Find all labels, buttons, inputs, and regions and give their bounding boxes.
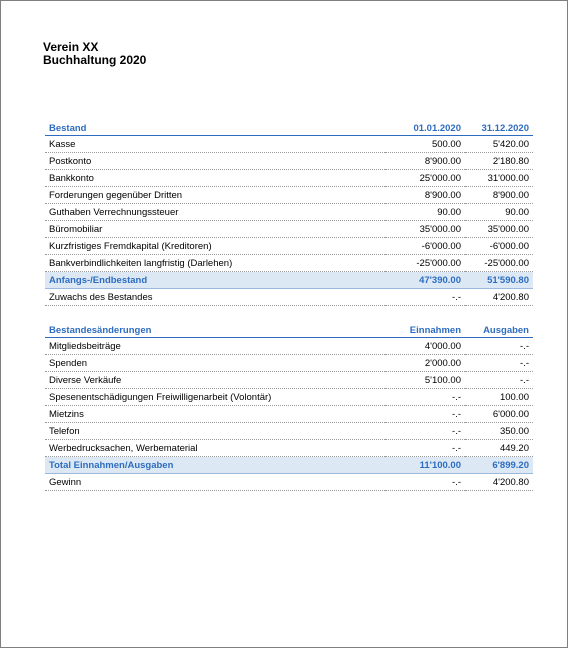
row-value: -.- bbox=[385, 474, 465, 491]
row-label: Werbedrucksachen, Werbematerial bbox=[45, 440, 385, 457]
row-label: Büromobiliar bbox=[45, 221, 385, 238]
column-header-label: Bestandesänderungen bbox=[45, 323, 385, 338]
row-value: 11'100.00 bbox=[385, 457, 465, 474]
row-label: Anfangs-/Endbestand bbox=[45, 272, 385, 289]
row-label: Bankverbindlichkeiten langfristig (Darlehen) bbox=[45, 255, 385, 272]
row-label: Kasse bbox=[45, 136, 385, 153]
row-value: 6'000.00 bbox=[465, 406, 533, 423]
column-header-income: Einnahmen bbox=[385, 323, 465, 338]
table-row bbox=[45, 440, 533, 457]
row-value: -6'000.00 bbox=[465, 238, 533, 255]
table-row bbox=[45, 153, 533, 170]
row-label: Diverse Verkäufe bbox=[45, 372, 385, 389]
table-row bbox=[45, 355, 533, 372]
summary-row bbox=[45, 474, 533, 491]
row-value: 4'200.80 bbox=[465, 289, 533, 306]
row-label: Telefon bbox=[45, 423, 385, 440]
table-row bbox=[45, 221, 533, 238]
row-value: -.- bbox=[385, 289, 465, 306]
bestandesaenderungen-table bbox=[45, 323, 533, 491]
total-row bbox=[45, 272, 533, 289]
row-label: Zuwachs des Bestandes bbox=[45, 289, 385, 306]
row-value: -.- bbox=[465, 372, 533, 389]
summary-row bbox=[45, 289, 533, 306]
bestand-table bbox=[45, 121, 533, 306]
row-label: Mietzins bbox=[45, 406, 385, 423]
table-row bbox=[45, 170, 533, 187]
table-header-row bbox=[45, 121, 533, 136]
row-value: -.- bbox=[465, 338, 533, 355]
row-value: 4'200.80 bbox=[465, 474, 533, 491]
row-label: Forderungen gegenüber Dritten bbox=[45, 187, 385, 204]
table-row bbox=[45, 204, 533, 221]
row-value: -.- bbox=[385, 423, 465, 440]
row-value: -25'000.00 bbox=[385, 255, 465, 272]
table-row bbox=[45, 423, 533, 440]
row-label: Kurzfristiges Fremdkapital (Kreditoren) bbox=[45, 238, 385, 255]
row-value: -.- bbox=[465, 355, 533, 372]
table-row bbox=[45, 187, 533, 204]
row-value: 449.20 bbox=[465, 440, 533, 457]
table-body bbox=[45, 338, 533, 491]
table-row bbox=[45, 338, 533, 355]
row-value: -.- bbox=[385, 440, 465, 457]
row-value: 25'000.00 bbox=[385, 170, 465, 187]
table-row bbox=[45, 238, 533, 255]
column-header-expense: Ausgaben bbox=[465, 323, 533, 338]
row-value: 90.00 bbox=[385, 204, 465, 221]
row-value: 47'390.00 bbox=[385, 272, 465, 289]
document-subtitle: Buchhaltung 2020 bbox=[43, 53, 147, 67]
row-label: Total Einnahmen/Ausgaben bbox=[45, 457, 385, 474]
row-value: 35'000.00 bbox=[465, 221, 533, 238]
column-header-end: 31.12.2020 bbox=[465, 121, 533, 136]
total-row bbox=[45, 457, 533, 474]
row-value: 100.00 bbox=[465, 389, 533, 406]
table-row bbox=[45, 406, 533, 423]
table-header-row bbox=[45, 323, 533, 338]
table-row bbox=[45, 255, 533, 272]
row-label: Bankkonto bbox=[45, 170, 385, 187]
row-value: 51'590.80 bbox=[465, 272, 533, 289]
row-value: 500.00 bbox=[385, 136, 465, 153]
row-value: 90.00 bbox=[465, 204, 533, 221]
row-value: -.- bbox=[385, 389, 465, 406]
row-label: Gewinn bbox=[45, 474, 385, 491]
row-label: Guthaben Verrechnungssteuer bbox=[45, 204, 385, 221]
column-header-label: Bestand bbox=[45, 121, 385, 136]
row-value: 8'900.00 bbox=[385, 187, 465, 204]
row-value: 8'900.00 bbox=[465, 187, 533, 204]
table-body bbox=[45, 136, 533, 306]
row-value: 8'900.00 bbox=[385, 153, 465, 170]
row-value: 6'899.20 bbox=[465, 457, 533, 474]
organization-title: Verein XX bbox=[43, 40, 99, 54]
row-value: 350.00 bbox=[465, 423, 533, 440]
row-value: -25'000.00 bbox=[465, 255, 533, 272]
row-value: 4'000.00 bbox=[385, 338, 465, 355]
table-row bbox=[45, 136, 533, 153]
row-value: -6'000.00 bbox=[385, 238, 465, 255]
row-label: Spenden bbox=[45, 355, 385, 372]
row-value: 2'180.80 bbox=[465, 153, 533, 170]
row-value: -.- bbox=[385, 406, 465, 423]
table-row bbox=[45, 372, 533, 389]
table-row bbox=[45, 389, 533, 406]
column-header-start: 01.01.2020 bbox=[385, 121, 465, 136]
row-value: 5'100.00 bbox=[385, 372, 465, 389]
row-value: 35'000.00 bbox=[385, 221, 465, 238]
row-value: 31'000.00 bbox=[465, 170, 533, 187]
row-value: 5'420.00 bbox=[465, 136, 533, 153]
row-value: 2'000.00 bbox=[385, 355, 465, 372]
row-label: Postkonto bbox=[45, 153, 385, 170]
row-label: Mitgliedsbeiträge bbox=[45, 338, 385, 355]
row-label: Spesenentschädigungen Freiwilligenarbeit (Volontär) bbox=[45, 389, 385, 406]
